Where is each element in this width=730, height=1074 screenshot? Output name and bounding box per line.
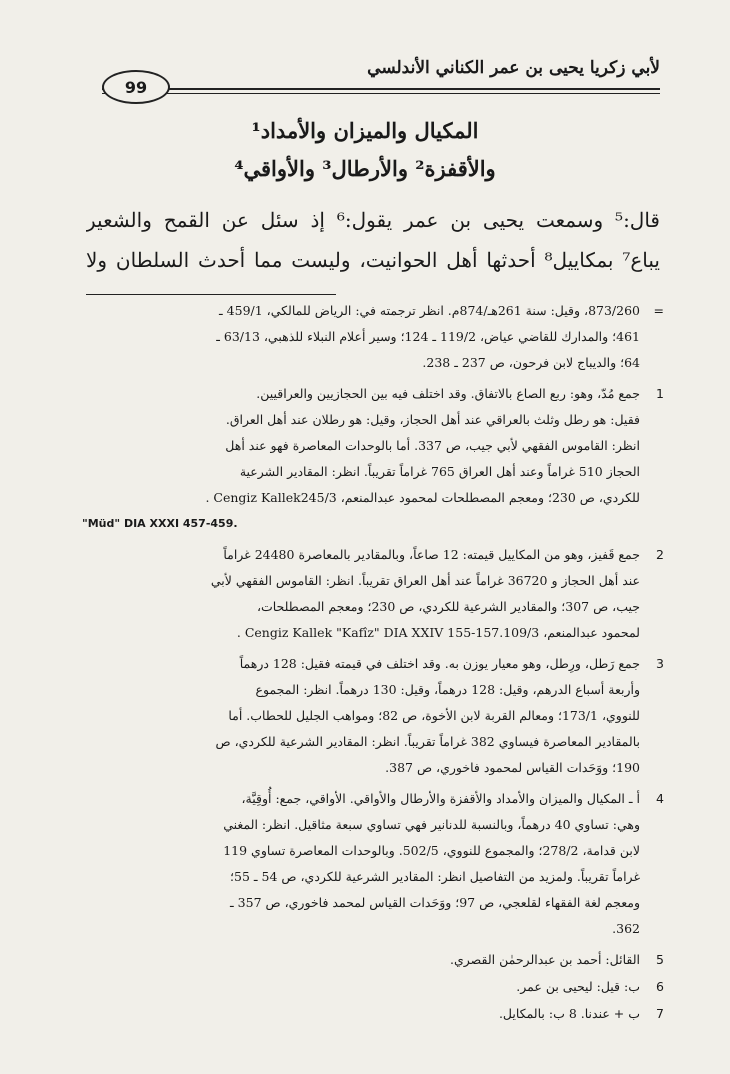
footnote-line: 461؛ والمدارك للقاضي عياض، 119/2 ـ 124؛ وسير أعلام النبلاء للذهبي، 63/13 ـ: [216, 329, 640, 344]
footnote-number: 5: [656, 952, 664, 967]
footnote-line: بالمقادير المعاصرة فيساوي 382 غراماً تقريباً. انظر: المقادير الشرعية للكردي، ص: [215, 734, 640, 749]
footnote-line: جيب، ص 307؛ والمقادير الشرعية للكردي، ص 230؛ ومعجم المصطلحات،: [256, 599, 640, 614]
footnote: [82, 381, 664, 537]
body-text: [86, 200, 660, 280]
footnote-number: 4: [656, 791, 664, 806]
header-rule: [102, 88, 660, 90]
footnote: [82, 298, 664, 376]
footnote-line: جمع قَفيز، وهو من المكاييل قيمته: 12 صاعاً، وبالمقادير بالمعاصرة 24480 غراماً: [223, 547, 640, 562]
footnote-line: وأربعة أسباع الدرهم، وقيل: 128 درهماً، وقيل: 130 درهماً. انظر: المجموع: [255, 682, 640, 697]
header-rule-thin: [102, 93, 660, 94]
running-header: لأبي زكريا يحيى بن عمر الكناني الأندلسي: [367, 58, 660, 78]
footnote: [82, 542, 664, 646]
chapter-title: [70, 112, 660, 188]
footnote-line: 362.: [612, 921, 640, 936]
footnote: [82, 974, 664, 1000]
footnote-line: جمع رَطل، ورِطل، وهو معيار يوزن به. وقد اختلف في قيمته فقيل: 128 درهماً: [239, 656, 640, 671]
footnote-line: لمحمود عبدالمنعم، Cengiz Kallek "Kafîz" DIA XXIV 155-157.109/3 .: [236, 625, 640, 640]
footnotes-section: [82, 298, 664, 1028]
footnote-line: 190؛ ووَحَدات القياس لمحمود فاخوري، ص 387.: [385, 760, 640, 775]
footnote-reference-line: "Müd" DIA XXXI 457-459.: [82, 517, 238, 530]
footnote-line: فقيل: هو رطل وثلث بالعراقي عند أهل الحجاز، وقيل: هو رطلان عند أهل العراق.: [225, 412, 640, 427]
footnote-line: 64؛ والديباج لابن فرحون، ص 237 ـ 238.: [422, 355, 640, 370]
chapter-title-line-1: المكيال والميزان والأمداد¹: [251, 118, 479, 143]
footnote-line: 873/260، وقيل: سنة 261هـ/874م. انظر ترجمته في: الرياض للمالكي، 459/1 ـ: [219, 303, 640, 318]
footnote-number: 2: [656, 547, 664, 562]
footnote-line: جمع مُدّ، وهو: ربع الصاع بالاتفاق. وقد اختلف فيه بين الحجازيين والعراقيين.: [256, 386, 640, 401]
footnote-number: 1: [656, 386, 664, 401]
footnote-line: ب + عندنا. 8 ب: بالمكايل.: [498, 1006, 640, 1021]
footnote: [82, 786, 664, 942]
footnote: [82, 651, 664, 781]
body-line: يباع⁷ بمكاييل⁸ أحدثها أهل الحوانيت، وليست مما أحدث السلطان ولا: [86, 248, 660, 272]
footnote: [82, 947, 664, 973]
footnote-line: عند أهل الحجاز و 36720 غراماً عند أهل العراق تقريباً. انظر: القاموس الفقهي لأبي: [210, 573, 640, 588]
page-number: 99: [102, 70, 170, 104]
footnote-separator: [86, 294, 336, 295]
chapter-title-line-2: والأقفزة² والأرطال³ والأواقي⁴: [234, 156, 496, 181]
footnote-number: 3: [656, 656, 664, 671]
footnote-number: 7: [656, 1006, 664, 1021]
footnote-line: ب: قيل: ليحيى بن عمر.: [516, 979, 640, 994]
footnote-number: =: [653, 303, 664, 318]
footnote-line: أ ـ المكيال والميزان والأمداد والأقفزة والأرطال والأواقي. الأواقي، جمع: أُوقِيَّة،: [241, 791, 640, 806]
footnote-line: غراماً تقريباً. ولمزيد من التفاصيل انظر: المقادير الشرعية للكردي، ص 54 ـ 55؛: [230, 869, 640, 884]
footnote: [82, 1001, 664, 1027]
body-line: قال:⁵ وسمعت يحيى بن عمر يقول:⁶ إذ سئل عن القمح والشعير: [86, 208, 660, 232]
footnote-number: 6: [656, 979, 664, 994]
footnote-line: القائل: أحمد بن عبدالرحمٰن القصري.: [450, 952, 640, 967]
footnote-line: لابن قدامة، 278/2؛ والمجموع للنووي، 502/5. وبالوحدات المعاصرة تساوي 119: [223, 843, 640, 858]
footnote-line: انظر: القاموس الفقهي لأبي جيب، ص 337. أما بالوحدات المعاصرة فهو عند أهل: [225, 438, 640, 453]
footnote-line: وهي: تساوي 40 درهماً، وبالنسبة للدنانير فهي تساوي سبعة مثاقيل. انظر: المغني: [223, 817, 640, 832]
footnote-line: للكردي، ص 230؛ ومعجم المصطلحات لمحمود عبدالمنعم، Cengiz Kallek245/3 .: [205, 490, 640, 505]
footnote-line: ومعجم لغة الفقهاء لقلعجي، ص 97؛ ووَحَدات القياس لمحمد فاخوري، ص 357 ـ: [230, 895, 640, 910]
footnote-line: للنووي، 173/1؛ ومعالم القربة لابن الأخوة، ص 82؛ ومواهب الجليل للحطاب. أما: [228, 708, 640, 723]
footnote-line: الحجاز 510 غراماً وعند أهل العراق 765 غراماً تقريباً. انظر: المقادير الشرعية: [239, 464, 640, 479]
